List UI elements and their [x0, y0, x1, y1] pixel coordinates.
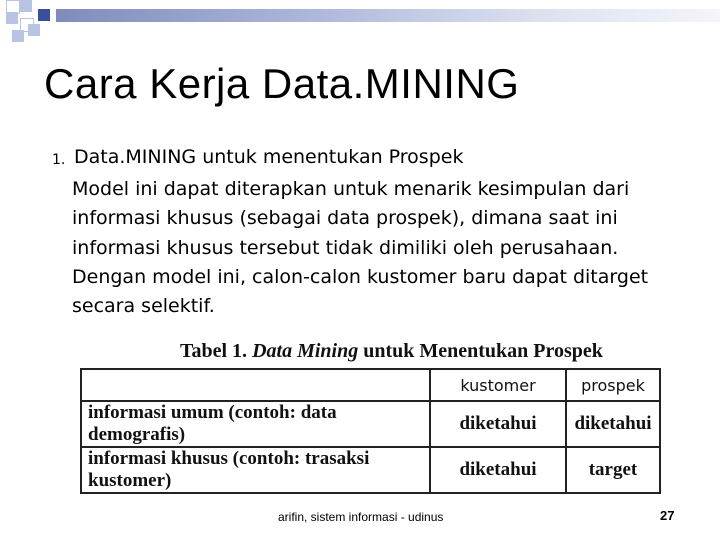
table-row	[81, 447, 660, 493]
table-caption	[180, 340, 603, 363]
table-cell: diketahui	[430, 401, 566, 447]
caption-suffix: untuk Menentukan Prospek	[358, 340, 603, 362]
item-body: Model ini dapat diterapkan untuk menarik kesimpulan dari informasi khusus (sebagai data prospek), dimana saat ini informasi khusus tersebut tidak dimiliki oleh perusahaan. Dengan model ini, calon-calon kustomer baru dapat ditarget secara selektif.	[72, 178, 649, 318]
slide-footer: arifin, sistem informasi - udinus	[278, 510, 444, 524]
table-header-row	[81, 369, 660, 401]
decor-square	[6, 12, 18, 24]
decor-square	[28, 24, 40, 36]
table-cell: diketahui	[566, 401, 660, 447]
prospect-table	[80, 368, 661, 494]
decor-square	[20, 0, 32, 12]
item-number: 1.	[52, 152, 66, 168]
table-cell: diketahui	[430, 447, 566, 493]
item-heading: Data.MINING untuk menentukan Prospek	[74, 146, 464, 168]
table-row	[81, 401, 660, 447]
slide-title: Cara Kerja Data.MINING	[44, 60, 520, 107]
caption-italic: Data Mining	[252, 340, 359, 362]
decor-square	[38, 9, 50, 21]
page-number: 27	[660, 508, 675, 523]
table-header-cell: kustomer	[430, 369, 566, 401]
decor-square	[12, 30, 24, 42]
table-header-cell	[81, 369, 430, 401]
table-cell: informasi umum (contoh: data demografis)	[81, 401, 430, 447]
table-cell: informasi khusus (contoh: trasaksi kustomer)	[81, 447, 430, 493]
caption-prefix: Tabel 1.	[180, 340, 253, 362]
table-header-cell: prospek	[566, 369, 660, 401]
header-gradient-bar	[56, 9, 720, 22]
table-cell: target	[566, 447, 660, 493]
